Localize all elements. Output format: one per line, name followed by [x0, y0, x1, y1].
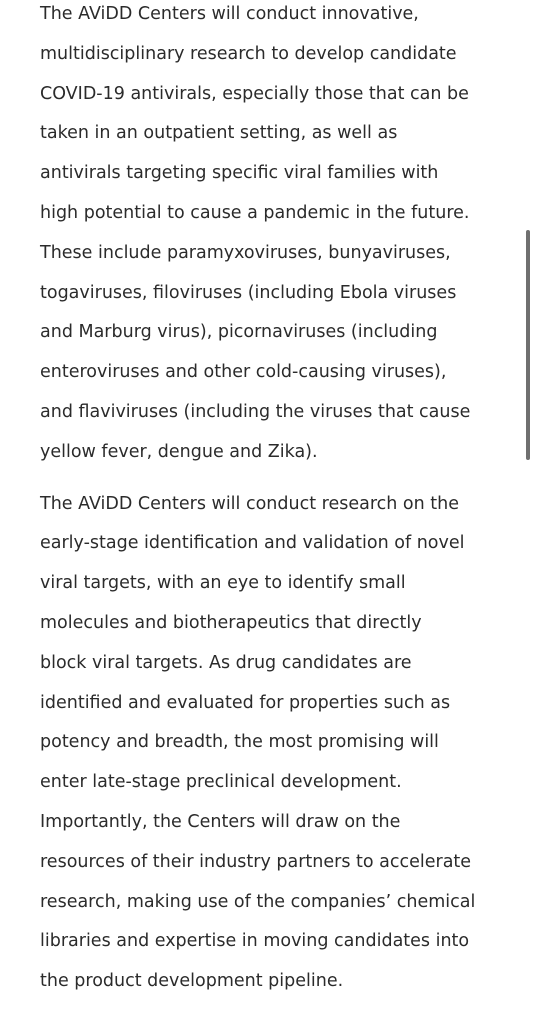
scrollbar-thumb[interactable] [526, 230, 530, 460]
text-line: block viral targets. As drug candidates are [40, 652, 412, 673]
text-line: yellow fever, dengue and Zika). [40, 441, 318, 462]
text-line: The AViDD Centers will conduct research on the [40, 493, 459, 514]
text-line: enteroviruses and other cold-causing viruses), [40, 362, 447, 383]
text-line: and Marburg virus), picornaviruses (including [40, 322, 438, 343]
paragraph-2 [40, 485, 510, 1002]
text-line: viral targets, with an eye to identify small [40, 573, 406, 594]
text-line: research, making use of the companies’ chemical [40, 891, 476, 912]
text-line: the product development pipeline. [40, 971, 344, 992]
text-line: resources of their industry partners to accelerate [40, 851, 472, 872]
text-line: enter late-stage preclinical development. [40, 772, 402, 793]
text-line: early-stage identification and validation of novel [40, 533, 465, 554]
article-body [40, 0, 510, 1014]
text-line: high potential to cause a pandemic in the future. [40, 202, 470, 223]
text-line: and flaviviruses (including the viruses that cause [40, 401, 471, 422]
text-line: potency and breadth, the most promising will [40, 732, 439, 753]
text-line: antivirals targeting specific viral families with [40, 163, 439, 184]
text-line: libraries and expertise in moving candidates into [40, 931, 470, 952]
text-line: Importantly, the Centers will draw on the [40, 811, 401, 832]
vertical-scrollbar[interactable] [523, 0, 533, 1000]
text-line: taken in an outpatient setting, as well as [40, 123, 398, 144]
text-line: molecules and biotherapeutics that directly [40, 612, 422, 633]
text-line: multidisciplinary research to develop candidate [40, 43, 457, 64]
text-line: COVID-19 antivirals, especially those that can be [40, 83, 469, 104]
text-line: togaviruses, filoviruses (including Ebola viruses [40, 282, 457, 303]
text-line: identified and evaluated for properties such as [40, 692, 451, 713]
text-line: The AViDD Centers will conduct innovative, [40, 4, 419, 24]
text-line: These include paramyxoviruses, bunyaviruses, [40, 242, 451, 263]
paragraph-1 [40, 0, 510, 473]
